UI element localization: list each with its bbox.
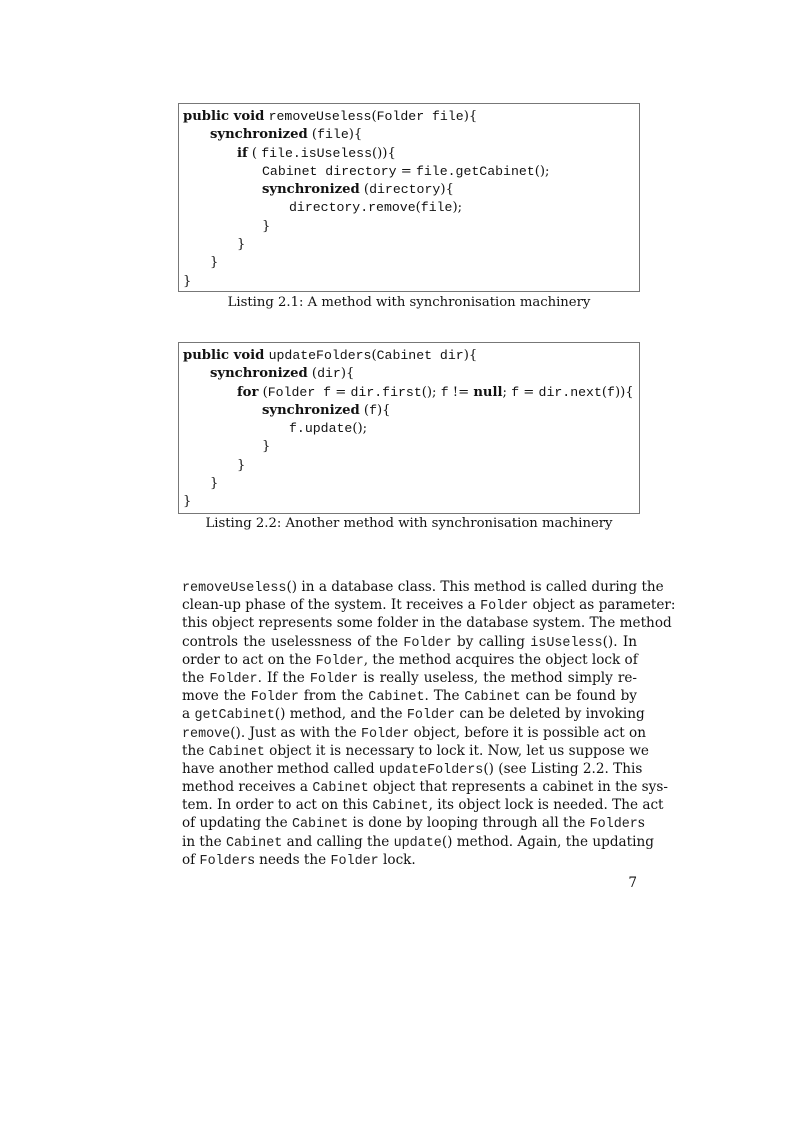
code-identifier: Folder (330, 853, 379, 869)
code-identifier: Cabinet (372, 799, 429, 815)
code-identifier: directory (369, 182, 441, 198)
code-text: ){ (340, 366, 355, 382)
code-identifier: removeUseless (268, 109, 372, 124)
code-text: can be deleted by invoking (455, 706, 645, 723)
code-identifier: updateFolders (268, 348, 372, 363)
code-keyword: public void (183, 348, 265, 363)
code-identifier: Folder (403, 635, 452, 651)
code-identifier: update (393, 835, 442, 851)
code-text: ( (359, 182, 370, 198)
code-text: = (331, 384, 351, 400)
code-text: a (182, 706, 195, 723)
code-text: clean-up phase of the system. It receives a (182, 597, 481, 614)
code-text: } (183, 494, 192, 510)
text-line (182, 778, 668, 797)
text-line (182, 614, 672, 632)
code-line (183, 126, 639, 144)
code-text: ( (371, 348, 377, 363)
code-identifier: dir.first (350, 384, 422, 400)
code-text: object it is necessary to lock it. Now, let us suppose we (264, 742, 649, 759)
code-text: () (see Listing 2.2. This (483, 760, 643, 777)
code-text: this object represents some folder in the database system. The method (182, 615, 672, 632)
code-line (183, 199, 639, 217)
code-text: () in a database class. This method is called during the (286, 579, 664, 595)
text-line (182, 851, 637, 869)
code-line (183, 273, 639, 291)
code-identifier: getCabinet (194, 708, 275, 724)
code-text: ()){ (372, 145, 396, 161)
code-text: and calling the (282, 833, 394, 850)
code-text: , the method acquires the object lock of (363, 651, 638, 668)
code-line (183, 438, 639, 456)
code-line (183, 365, 639, 383)
code-text: () method, and the (274, 706, 407, 723)
code-identifier: file (317, 127, 349, 143)
code-keyword: null (473, 384, 503, 400)
code-text: ( (307, 127, 318, 143)
code-identifier: Folder (406, 708, 456, 724)
text-line (182, 724, 647, 742)
code-line (183, 493, 639, 511)
text-line (182, 669, 637, 687)
code-text: object as parameter: (528, 597, 676, 614)
code-identifier: f (607, 384, 615, 400)
text-line (182, 596, 676, 615)
code-text: , its object lock is needed. The act (428, 797, 664, 814)
code-text: lock. (378, 851, 416, 868)
code-line (183, 163, 639, 181)
code-keyword: synchronized (210, 127, 308, 143)
code-line (183, 218, 639, 236)
code-text: ( (307, 366, 318, 382)
code-keyword: synchronized (262, 182, 360, 198)
code-text: from the (298, 688, 369, 705)
code-text: by calling (451, 633, 531, 650)
code-text: . If the (257, 669, 310, 686)
code-text: ( (258, 384, 268, 400)
code-identifier: Cabinet (226, 835, 283, 851)
body-paragraph (182, 578, 676, 869)
text-line (182, 651, 637, 669)
code-keyword: synchronized (262, 402, 360, 418)
code-text: } (262, 218, 271, 234)
code-text: is really useless, the method simply re- (358, 669, 637, 686)
code-text: have another method called (182, 760, 379, 777)
code-text: ){ (463, 109, 478, 124)
code-text: s (637, 815, 645, 832)
code-identifier: Cabinet directory (262, 163, 397, 179)
code-identifier: remove (182, 726, 231, 742)
code-text: (); (352, 421, 368, 437)
code-identifier: Folder (360, 726, 410, 742)
code-text: (). Just as with the (230, 724, 361, 741)
code-text: order to act on the (182, 651, 316, 668)
code-text: object, before it is possible act on (409, 724, 647, 741)
code-text: () method. Again, the updating (441, 833, 654, 850)
listing-caption-1: Listing 2.1: A method with synchronisation machinery (227, 295, 591, 310)
code-line (183, 347, 639, 365)
code-text: s needs the (247, 851, 331, 868)
code-identifier: f.update (289, 421, 353, 437)
code-line (183, 402, 639, 420)
code-identifier: dir.next (538, 384, 602, 400)
code-text: . The (424, 688, 465, 705)
code-listing-2 (178, 342, 640, 514)
code-text: ( (371, 109, 377, 124)
code-text: != (448, 384, 474, 400)
code-text: } (183, 273, 192, 289)
code-identifier: Cabinet (291, 817, 349, 833)
code-text: ){ (348, 127, 363, 143)
code-identifier: Cabinet (368, 690, 425, 706)
code-identifier: f (369, 402, 377, 418)
code-identifier: isUseless (530, 635, 603, 651)
code-text: the (182, 742, 209, 759)
code-text: in the (182, 833, 227, 850)
code-keyword: public void (183, 109, 265, 124)
code-text: = (396, 163, 416, 179)
code-line (183, 420, 639, 438)
code-text: tem. In order to act on this (182, 797, 373, 814)
code-identifier: directory.remove (289, 200, 416, 216)
code-text: } (210, 255, 219, 271)
code-identifier: Folder (589, 817, 638, 833)
code-text: ( (247, 145, 262, 161)
code-listing-1 (178, 103, 640, 292)
code-text: )){ (614, 384, 634, 400)
code-text: } (237, 457, 246, 473)
page-number: 7 (628, 875, 637, 891)
code-identifier: Folder (309, 671, 359, 687)
code-identifier: Folder (209, 671, 258, 687)
code-identifier: Folder (315, 653, 364, 669)
code-identifier: Folder f (267, 384, 332, 400)
code-identifier: removeUseless (182, 581, 287, 596)
text-line (182, 633, 637, 651)
code-identifier: Folder file (376, 109, 464, 124)
code-identifier: Cabinet dir (376, 348, 464, 363)
code-identifier: Cabinet (312, 781, 369, 797)
code-keyword: for (237, 384, 259, 400)
code-text: method receives a (182, 779, 313, 796)
code-text: the (182, 669, 210, 686)
text-line (182, 705, 645, 724)
code-keyword: if (237, 145, 248, 161)
code-identifier: file.getCabinet (415, 163, 535, 179)
code-text: (). In (602, 633, 637, 650)
text-line (182, 760, 643, 778)
code-identifier: updateFolders (378, 762, 484, 778)
code-text: object that represents a cabinet in the sys- (368, 779, 668, 796)
code-line (183, 457, 639, 475)
code-keyword: synchronized (210, 366, 308, 382)
code-identifier: Folder (250, 690, 299, 706)
code-text: } (210, 476, 219, 492)
code-text: controls the uselessness of the (182, 633, 404, 650)
listing-caption-2: Listing 2.2: Another method with synchronisation machinery (205, 516, 613, 531)
code-text: ){ (463, 348, 478, 363)
code-line (183, 384, 639, 402)
code-identifier: dir (317, 366, 341, 382)
code-text: is done by looping through all the (348, 815, 590, 832)
code-text: ( (601, 384, 608, 400)
code-text: = (519, 384, 539, 400)
code-text: move the (182, 688, 251, 705)
text-line (182, 578, 664, 596)
code-text: ){ (377, 402, 391, 418)
code-text: of updating the (182, 815, 292, 832)
text-line (182, 687, 637, 705)
code-text: ); (452, 200, 463, 216)
code-text: ( (415, 200, 421, 216)
code-text: can be found by (520, 688, 637, 705)
code-text: ){ (440, 182, 454, 198)
code-text: ; (502, 384, 512, 400)
code-identifier: Folder (199, 853, 248, 869)
code-line (183, 254, 639, 272)
text-line (182, 742, 649, 760)
code-text: of (182, 851, 200, 868)
code-line (183, 181, 639, 199)
code-line (183, 145, 639, 163)
code-text: } (237, 237, 246, 253)
code-text: } (262, 439, 271, 455)
code-identifier: file.isUseless (261, 145, 373, 161)
code-text: (); (534, 163, 550, 179)
code-identifier: Folder (480, 599, 529, 615)
code-identifier: f (511, 384, 520, 400)
code-text: (); (421, 384, 441, 400)
code-identifier: f (440, 384, 449, 400)
code-identifier: Cabinet (464, 690, 521, 706)
code-line (183, 108, 639, 126)
code-line (183, 236, 639, 254)
code-line (183, 475, 639, 493)
text-line (182, 833, 654, 851)
text-line (182, 796, 664, 815)
code-identifier: Cabinet (208, 744, 265, 760)
text-line (182, 814, 645, 833)
code-identifier: file (420, 200, 453, 216)
code-text: ( (359, 402, 370, 418)
